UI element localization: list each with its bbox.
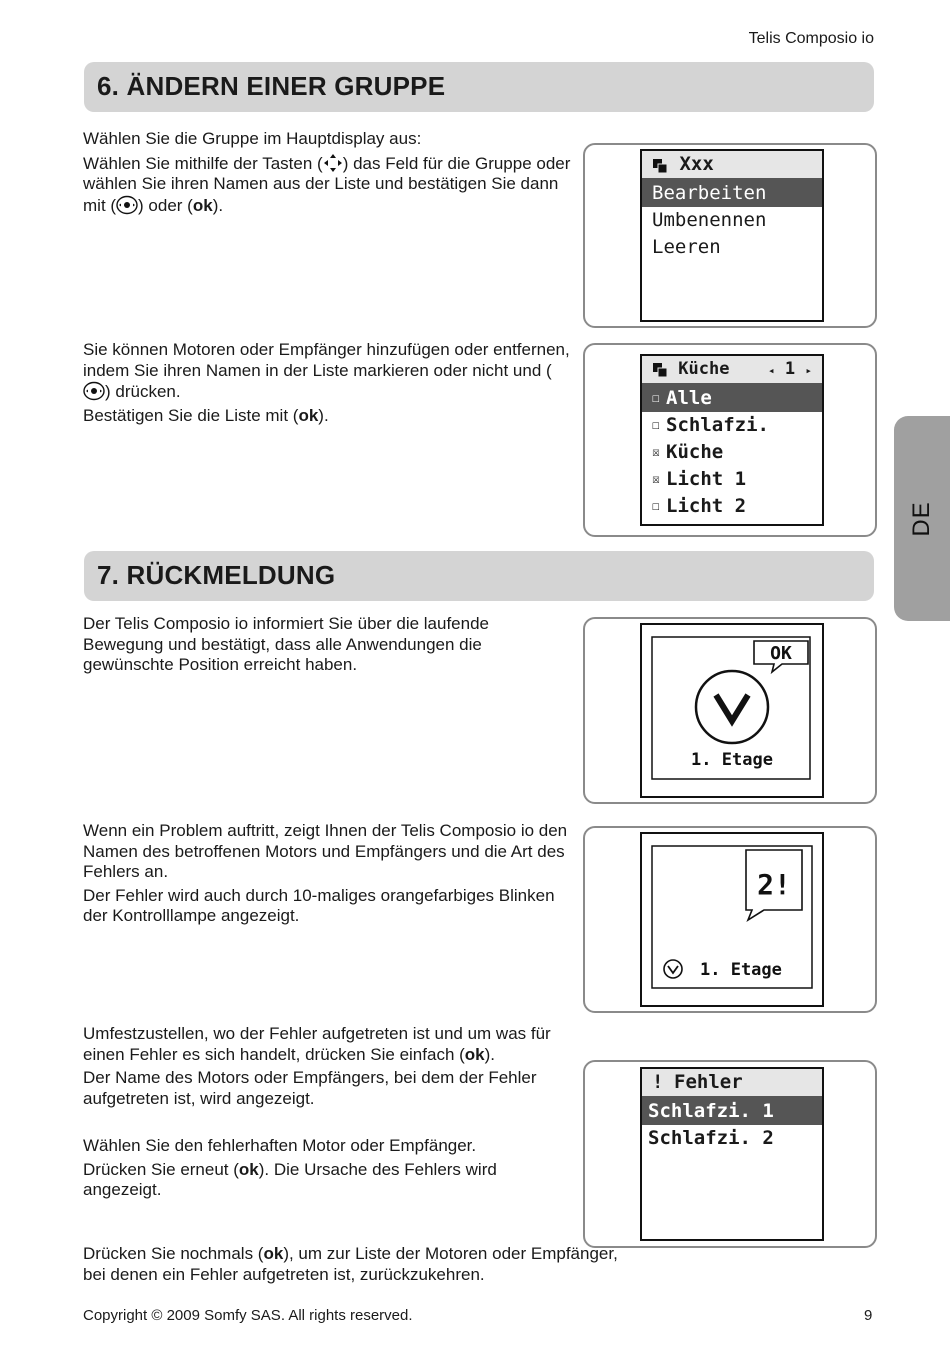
location-label: 1. Etage xyxy=(700,960,782,980)
device-screen-group-edit xyxy=(640,354,824,526)
checkbox-unchecked-icon: ☐ xyxy=(652,499,660,514)
checkbox-unchecked-icon: ☐ xyxy=(652,418,660,433)
page-indicator: ◂ 1 ▸ xyxy=(768,359,812,379)
error-code-text: 2! xyxy=(757,868,791,901)
checkbox-checked-icon: ☒ xyxy=(652,472,660,487)
section-6-para-1: Wählen Sie die Gruppe im Hauptdisplay aus: xyxy=(83,129,422,148)
error-item-schlafzi-2[interactable]: Schlafzi. 2 xyxy=(648,1127,774,1149)
arrow-right-icon: ▸ xyxy=(805,364,812,377)
section-7-text-1 xyxy=(83,614,573,679)
section-7-text-2 xyxy=(83,821,573,930)
menu-item-bearbeiten[interactable]: Bearbeiten xyxy=(642,180,822,207)
section-7-text-5 xyxy=(83,1244,623,1288)
page-number: 9 xyxy=(864,1307,873,1324)
language-tab-label: DE xyxy=(908,500,935,537)
section-7-para-3: Der Fehler wird auch durch 10-maliges orangefarbiges Blinken der Kontrolllampe angezeigt. xyxy=(83,885,555,925)
section-6-para-4: Bestätigen Sie die Liste mit (ok). xyxy=(83,405,329,425)
status-circle-icon xyxy=(664,960,682,978)
group-icon xyxy=(652,158,668,174)
section-7-para-4: Umfestzustellen, wo der Fehler aufgetreten ist und um was für einen Fehler es sich handelt, drücken Sie einfach (ok). xyxy=(83,1024,551,1064)
select-button-icon xyxy=(116,195,138,215)
section-7-heading: 7. RÜCKMELDUNG xyxy=(97,560,336,590)
device-screen-frame-error-list xyxy=(583,1060,877,1248)
exclamation-icon: ! xyxy=(652,1071,664,1093)
section-6-para-2: Wählen Sie mithilfe der Tasten ( ) das Feld für die Gruppe oder wählen Sie ihren Namen aus der Liste und bestätigen Sie dann mit ( ) oder (ok). xyxy=(83,153,571,215)
device-screen-frame-group-menu xyxy=(583,143,877,328)
section-7-para-6: Wählen Sie den fehlerhaften Motor oder Empfänger. xyxy=(83,1136,477,1155)
bubble-ok-text: OK xyxy=(770,643,792,664)
list-item-licht-2[interactable]: ☐ Licht 2 xyxy=(642,493,822,520)
section-6-heading-bar xyxy=(84,62,874,112)
device-screen-frame-ok xyxy=(583,617,877,804)
group-icon xyxy=(652,362,668,378)
error-item-schlafzi-1[interactable]: Schlafzi. 1 xyxy=(642,1098,822,1125)
list-item-licht-1[interactable]: ☒ Licht 1 xyxy=(642,466,822,493)
document-header-title: Telis Composio io xyxy=(748,30,874,47)
screen-title-row: ! Fehler xyxy=(642,1069,822,1098)
section-7-para-2: Wenn ein Problem auftritt, zeigt Ihnen der Telis Composio io den Namen des betroffenen Motors und Empfängers und die Art des Fehlers an. xyxy=(83,821,568,881)
feedback-ok-display xyxy=(642,625,818,792)
section-7-heading-bar xyxy=(84,551,874,601)
list-item-kueche[interactable]: ☒ Küche xyxy=(642,439,822,466)
section-7-para-5: Der Name des Motors oder Empfängers, bei dem der Fehler aufgetreten ist, wird angezeigt. xyxy=(83,1068,537,1108)
menu-item-leeren[interactable]: Leeren xyxy=(652,236,721,258)
device-screen-ok xyxy=(640,623,824,798)
section-6-heading: 6. ÄNDERN EINER GRUPPE xyxy=(97,71,446,101)
arrow-left-icon: ◂ xyxy=(768,364,775,377)
feedback-error-display xyxy=(642,834,818,1001)
section-6-para-3: Sie können Motoren oder Empfänger hinzufügen oder entfernen, indem Sie ihren Namen in der Liste markieren oder nicht und () drücken. xyxy=(83,340,570,401)
section-6-text-2 xyxy=(83,340,573,429)
screen-title-row: Küche ◂ 1 ▸ xyxy=(642,356,822,385)
checkbox-checked-icon: ☒ xyxy=(652,445,660,460)
section-7-para-7: Drücken Sie erneut (ok). Die Ursache des Fehlers wird angezeigt. xyxy=(83,1159,497,1199)
navigation-arrows-icon xyxy=(323,153,343,173)
device-screen-group-menu xyxy=(640,149,824,322)
list-item-alle[interactable]: ☐ Alle xyxy=(642,385,822,412)
section-7-text-4 xyxy=(83,1136,573,1204)
checkbox-unchecked-icon: ☐ xyxy=(652,391,660,406)
checkmark-circle-icon xyxy=(696,671,768,743)
device-screen-error-list xyxy=(640,1067,824,1241)
section-7-para-1: Der Telis Composio io informiert Sie über die laufende Bewegung und bestätigt, dass alle Anwendungen die gewünschte Position erreicht haben. xyxy=(83,614,489,674)
location-label: 1. Etage xyxy=(691,750,773,770)
select-button-icon xyxy=(83,381,105,401)
device-screen-frame-group-edit xyxy=(583,343,877,537)
section-7-text-3 xyxy=(83,1024,573,1112)
device-screen-frame-error xyxy=(583,826,877,1013)
device-screen-error xyxy=(640,832,824,1007)
copyright-footer: Copyright © 2009 Somfy SAS. All rights reserved. xyxy=(83,1307,413,1324)
screen-title-row: Xxx xyxy=(642,151,822,180)
section-7-para-8: Drücken Sie nochmals (ok), um zur Liste der Motoren oder Empfänger, bei denen ein Fehler aufgetreten ist, zurückzukehren. xyxy=(83,1244,618,1284)
list-item-schlafzi[interactable]: ☐ Schlafzi. xyxy=(642,412,822,439)
language-tab xyxy=(894,416,950,621)
menu-item-umbenennen[interactable]: Umbenennen xyxy=(652,209,767,231)
section-6-text-1 xyxy=(83,129,573,219)
